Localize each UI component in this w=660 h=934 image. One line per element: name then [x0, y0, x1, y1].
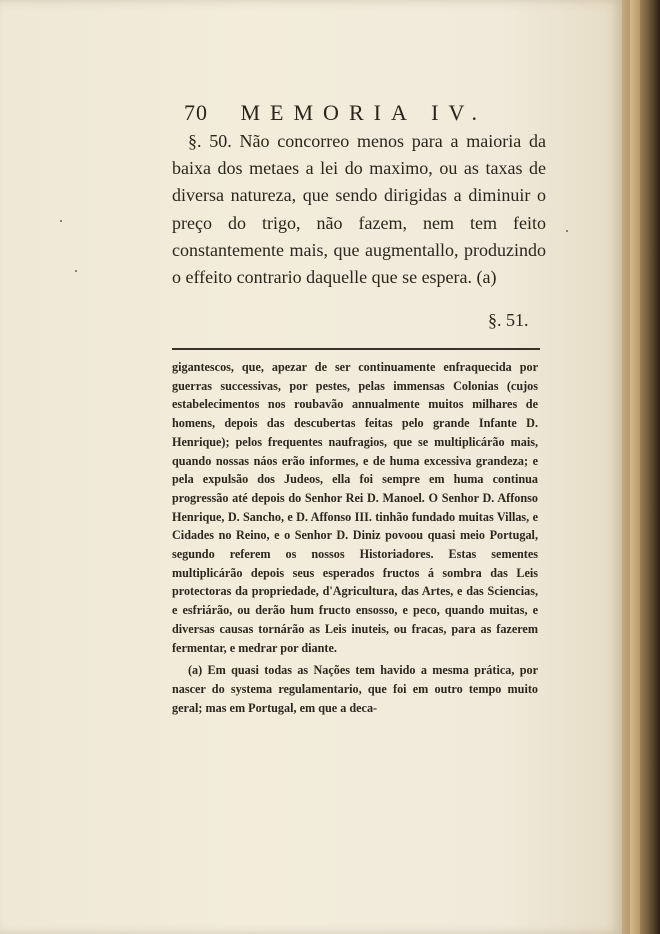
note-continuation: gigantescos, que, apezar de ser continuamente enfraquecida por guerras successivas, por pestes, pelas immensas Colonias (cujos estabelecimentos nos roubavão annualmente muitos milhares de homens, depois das descubertas feitas pelo grande Infante D. Henrique); pelos frequentes naufragios, que se multiplicárão mais, quando nossas náos erão informes, e de huma excessiva grandeza; e pela expulsão dos Judeos, ella foi sempre em huma continua progressão até depois do Senhor Rei D. Manoel. O Senhor D. Affonso Henrique, D. Sancho, e D. Affonso III. tinhão fundado muitas Villas, e Cidades no Reino, e o Senhor D. Diniz povoou quasi meio Portugal, segundo referem os nossos Historiadores. Estas sementes multiplicárão depois seus esperados fructos á sombra das Leis protectoras da propriedade, d'Agricultura, das Artes, e das Sciencias, e esfriárão, ou derão hum fructo ensosso, e peco, quando muitas, e diversas causas tornárão as Leis inuteis, ou fracas, para as fazerem fermentar, e medrar por diante. — [172, 360, 538, 655]
footnote-rule — [172, 348, 540, 350]
catchword: §. 51. — [488, 310, 529, 330]
footnote-a: (a) Em quasi todas as Nações tem havido a mesma prática, por nascer do systema regulamentario, que foi em outro tempo muito geral; mas em Portugal, em que a deca- — [172, 663, 538, 715]
section-50-text: §. 50. Não concorreo menos para a maioria da baixa dos metaes a lei do maximo, ou as taxas de diversa natureza, que sendo dirigidas a diminuir o preço do trigo, não fazem, nem tem feito constantemente mais, que augmentallo, produzindo o effeito contrario daquelle que se espera. (a) — [172, 131, 546, 288]
book-edge — [622, 0, 660, 934]
paper-speck — [566, 230, 568, 232]
main-paragraph — [172, 128, 546, 291]
footnotes — [172, 358, 538, 717]
paper-speck — [75, 270, 77, 272]
header-title: MEMORIA IV. — [240, 100, 488, 125]
book-edge-pages — [630, 0, 640, 934]
running-header — [184, 100, 487, 126]
paper-speck — [60, 220, 62, 222]
page-number: 70 — [184, 100, 208, 125]
